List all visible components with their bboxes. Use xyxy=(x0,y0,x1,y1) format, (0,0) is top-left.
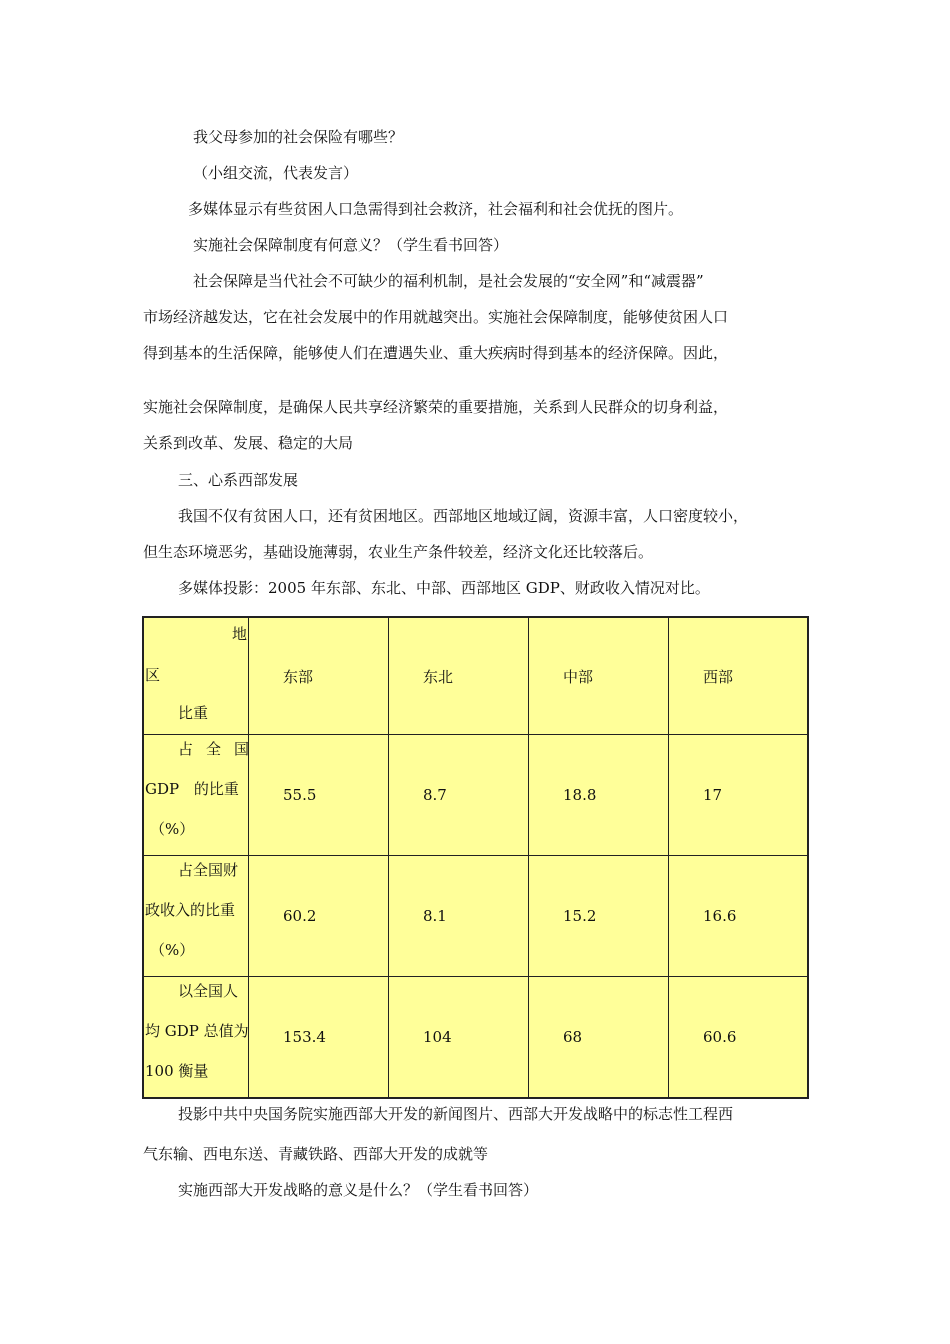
table-cell: 60.6 xyxy=(669,977,809,1099)
section-heading: 三、心系西部发展 xyxy=(178,471,299,489)
corner-label: 区 xyxy=(145,666,161,684)
table-cell: 60.2 xyxy=(249,856,389,977)
row-label-line: （%） xyxy=(150,820,195,838)
gdp-comparison-table xyxy=(142,616,809,1099)
table-cell: 104 xyxy=(389,977,529,1099)
paragraph-line: 我国不仅有贫困人口，还有贫困地区。西部地区地域辽阔，资源丰富，人口密度较小， xyxy=(178,507,749,525)
column-header: 中部 xyxy=(529,617,669,735)
table-row xyxy=(143,977,808,1099)
table-cell: 15.2 xyxy=(529,856,669,977)
paragraph-line: 社会保障是当代社会不可缺少的福利机制，是社会发展的“安全网”和“减震器” xyxy=(193,272,704,290)
paragraph-line: 实施社会保障制度，是确保人民共享经济繁荣的重要措施，关系到人民群众的切身利益， xyxy=(143,398,729,416)
column-header: 东部 xyxy=(249,617,389,735)
row-label-line: 以全国人 xyxy=(178,982,239,1000)
row-label-line: 均 GDP 总值为 xyxy=(145,1022,249,1040)
row-label-line: 政收入的比重 xyxy=(145,901,236,919)
row-label-line: 100 衡量 xyxy=(145,1062,209,1080)
table-cell: 18.8 xyxy=(529,735,669,856)
table-cell: 8.1 xyxy=(389,856,529,977)
row-label-cell xyxy=(143,735,263,856)
paragraph-line: 关系到改革、发展、稳定的大局 xyxy=(143,434,354,452)
corner-label: 比重 xyxy=(178,704,209,722)
paragraph-line: 气东输、西电东送、青藏铁路、西部大开发的成就等 xyxy=(143,1145,489,1163)
table-cell: 153.4 xyxy=(249,977,389,1099)
table-row xyxy=(143,856,808,977)
table-corner-cell xyxy=(143,617,249,735)
row-label-line: 占全国财 xyxy=(178,861,239,879)
table-row xyxy=(143,735,808,856)
paragraph-line: 实施西部大开发战略的意义是什么？（学生看书回答） xyxy=(178,1181,539,1199)
paragraph-line: 市场经济越发达，它在社会发展中的作用就越突出。实施社会保障制度，能够使贫困人口 xyxy=(143,308,729,326)
row-label-line: 占全国 xyxy=(178,740,263,758)
row-label-cell xyxy=(143,977,249,1099)
corner-label: 地 xyxy=(232,625,248,643)
row-label-cell xyxy=(143,856,249,977)
paragraph-line: 多媒体投影：2005 年东部、东北、中部、西部地区 GDP、财政收入情况对比。 xyxy=(178,579,710,597)
paragraph-line: 但生态环境恶劣，基础设施薄弱，农业生产条件较差，经济文化还比较落后。 xyxy=(143,543,654,561)
row-label-line: GDP 的比重 xyxy=(145,780,239,798)
table-cell: 68 xyxy=(529,977,669,1099)
table-header-row xyxy=(143,617,808,735)
column-header: 东北 xyxy=(389,617,529,735)
column-header: 西部 xyxy=(669,617,809,735)
paragraph-line: （小组交流，代表发言） xyxy=(193,164,359,182)
paragraph-line: 多媒体显示有些贫困人口急需得到社会救济，社会福利和社会优抚的图片。 xyxy=(188,200,684,218)
table-cell: 8.7 xyxy=(389,735,529,856)
table-cell: 55.5 xyxy=(249,735,389,856)
paragraph-line: 得到基本的生活保障，能够使人们在遭遇失业、重大疾病时得到基本的经济保障。因此， xyxy=(143,344,729,362)
paragraph-line: 实施社会保障制度有何意义？（学生看书回答） xyxy=(193,236,509,254)
paragraph-line: 我父母参加的社会保险有哪些？ xyxy=(193,128,404,146)
row-label-line: （%） xyxy=(150,941,195,959)
table-cell: 16.6 xyxy=(669,856,809,977)
paragraph-line: 投影中共中央国务院实施西部大开发的新闻图片、西部大开发战略中的标志性工程西 xyxy=(178,1105,734,1123)
table-cell: 17 xyxy=(669,735,809,856)
